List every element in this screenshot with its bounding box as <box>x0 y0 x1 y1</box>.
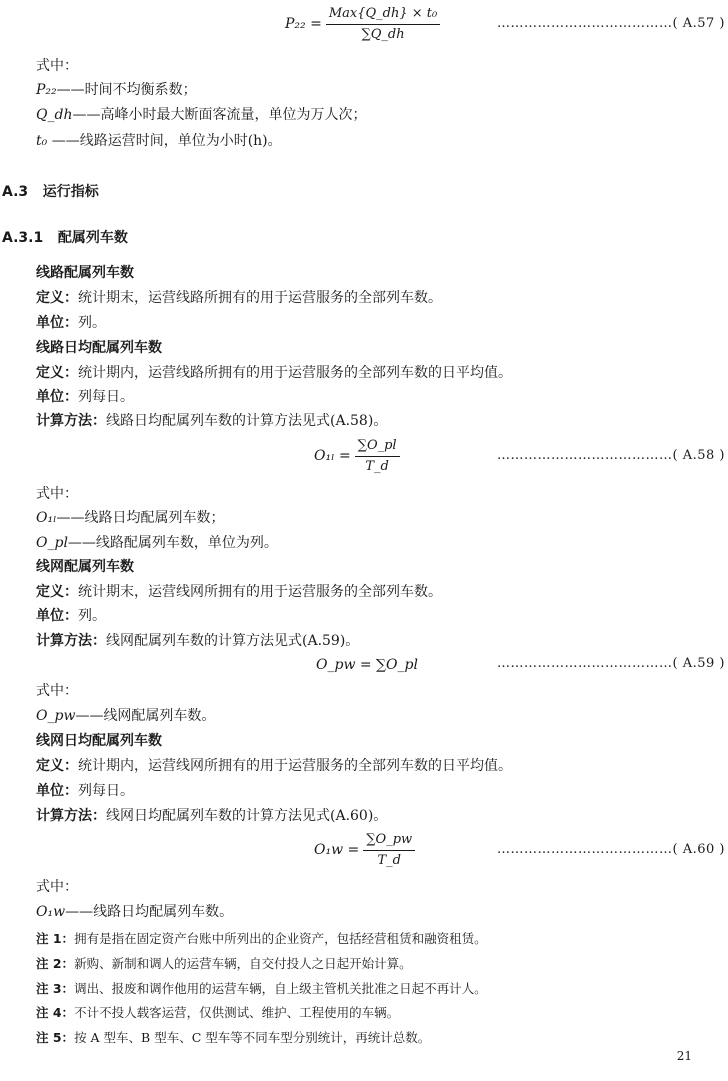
note-2: 注 2：新购、新制和调人的运营车辆，自交付投人之日起开始计算。 <box>36 956 412 971</box>
note-4: 注 4：不计不投人载客运营，仅供测试、维护、工程使用的车辆。 <box>36 1005 400 1020</box>
equation-denominator: ∑Q_dh <box>361 26 405 42</box>
equation-fraction <box>326 6 440 43</box>
unit-row: 单位：列。 <box>36 608 106 624</box>
where-label: 式中： <box>36 58 78 74</box>
definition-line: O₁w——线路日均配属列车数。 <box>36 904 234 920</box>
term-title: 线路配属列车数 <box>36 265 134 281</box>
equation-a60: O₁w = $\frac{\sum O\_pw}{T\_d}$ <box>314 830 415 870</box>
note-5: 注 5：按 A 型车、B 型车、C 型车等不同车型分别统计，再统计总数。 <box>36 1030 431 1045</box>
definition-line: O_pl——线路配属列车数，单位为列。 <box>36 535 278 551</box>
where-label: 式中： <box>36 683 78 699</box>
definition-line: P₂₂——时间不均衡系数； <box>36 82 197 98</box>
calc-method-row: 计算方法：线网日均配属列车数的计算方法见式(A.60)。 <box>36 808 388 824</box>
equation-number-a57: …………………………………( A.57 ) <box>497 16 725 31</box>
note-1: 注 1：拥有是指在固定资产台账中所列出的企业资产，包括经营租赁和融资租赁。 <box>36 931 487 946</box>
equation-a58: O₁ₗ = $\frac{\sum O\_pl}{T\_d}$ <box>314 436 400 476</box>
definition-line: Q_dh——高峰小时最大断面客流量，单位为万人次； <box>36 107 367 123</box>
calc-method-row: 计算方法：线路日均配属列车数的计算方法见式(A.58)。 <box>36 413 388 429</box>
section-heading-a31: A.3.1 配属列车数 <box>2 230 128 246</box>
note-3: 注 3：调出、报废和调作他用的运营车辆，自上级主管机关批准之日起不再计人。 <box>36 981 487 996</box>
calc-method-row: 计算方法：线网配属列车数的计算方法见式(A.59)。 <box>36 633 360 649</box>
unit-row: 单位：列每日。 <box>36 389 134 405</box>
term-title: 线网配属列车数 <box>36 559 134 575</box>
definition-row: 定义：统计期内，运营线网所拥有的用于运营服务的全部列车数的日平均值。 <box>36 758 512 774</box>
unit-row: 单位：列。 <box>36 315 106 331</box>
definition-row: 定义：统计期内，运营线路所拥有的用于运营服务的全部列车数的日平均值。 <box>36 365 512 381</box>
definition-line: O_pw——线网配属列车数。 <box>36 708 216 724</box>
definition-row: 定义：统计期末，运营线路所拥有的用于运营服务的全部列车数。 <box>36 290 442 306</box>
equation-lhs: P₂₂ = <box>285 16 322 32</box>
equation-number-a58: …………………………………( A.58 ) <box>497 448 725 463</box>
term-title: 线网日均配属列车数 <box>36 733 162 749</box>
where-label: 式中： <box>36 486 78 502</box>
equation-number-a59: …………………………………( A.59 ) <box>497 656 725 671</box>
equation-numerator: Max{Q_dh} × t₀ <box>326 6 440 25</box>
equation-a57 <box>285 4 440 44</box>
definition-row: 定义：统计期末，运营线网所拥有的用于运营服务的全部列车数。 <box>36 584 442 600</box>
unit-row: 单位：列每日。 <box>36 783 134 799</box>
where-label: 式中： <box>36 879 78 895</box>
page-number: 21 <box>676 1049 692 1063</box>
equation-number-a60: …………………………………( A.60 ) <box>497 842 725 857</box>
definition-line: O₁ₗ——线路日均配属列车数； <box>36 510 225 526</box>
equation-a59: O_pw = ∑O_pl <box>316 657 418 673</box>
definition-line: t₀ ——线路运营时间，单位为小时(h)。 <box>36 133 282 149</box>
term-title: 线路日均配属列车数 <box>36 340 162 356</box>
section-heading-a3: A.3 运行指标 <box>2 184 99 200</box>
